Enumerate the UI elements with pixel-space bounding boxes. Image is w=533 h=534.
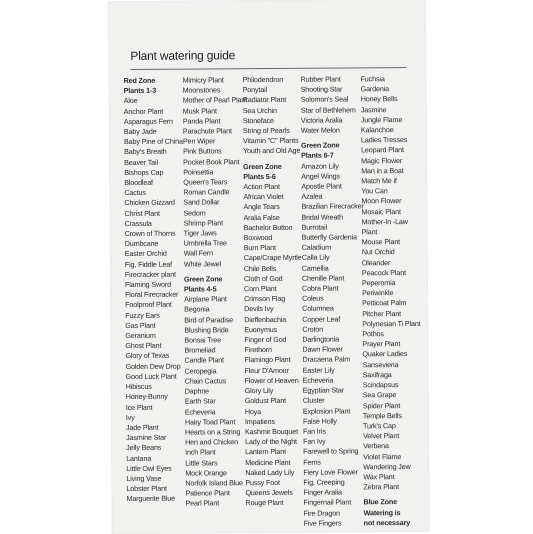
plant-name: Bishops Cap (124, 167, 164, 177)
plant-name: Rubber Plant (300, 74, 341, 84)
plant-name: Mosaic Plant (361, 206, 401, 216)
plant-name: Echeveria (302, 375, 334, 385)
plant-name: Water Melon (300, 125, 340, 135)
plant-name: Azalea (301, 191, 323, 201)
plant-name: Ice Plant (125, 402, 153, 412)
plant-name: Poinsettia (183, 167, 214, 177)
plant-name: Queens Jewels (245, 487, 293, 498)
plant-name: Boxwood (243, 233, 273, 243)
plant-name: Philodendron (242, 74, 284, 85)
plant-name: Oleander (361, 257, 391, 268)
plant-name: Blushing Bride (184, 325, 229, 335)
plant-name: Fuzzy Ears (125, 310, 160, 320)
plant-name: Moon Flower (361, 196, 402, 206)
plant-name: Bridal Wreath (301, 212, 344, 222)
plant-name: Spider Plant (362, 400, 401, 410)
plant-name: Egyptian Star Cluster (302, 385, 344, 406)
plant-name: Cape/Crape Myrtle (243, 253, 302, 263)
plant-name: Mock Orange (185, 468, 227, 478)
plant-name: Firethorn (244, 345, 272, 355)
plant-name: Fire Dragon (303, 508, 340, 518)
plant-name: Butterfly Gardenia (301, 232, 357, 242)
plant-name: Umbrella Tree (183, 238, 227, 248)
plant-name: Pearl Plant (185, 498, 220, 508)
plant-name: Bromeliad (184, 345, 216, 355)
plant-name: Fiery Love Flower (303, 467, 358, 477)
plant-name: Medicine Plant (245, 457, 291, 467)
plant-name: Bachelor Button (243, 222, 293, 233)
plant-name: Fleur D'Amour (244, 365, 289, 375)
plant-name: Lantern Plant (245, 447, 286, 457)
page-title: Plant watering guide (130, 48, 236, 63)
plant-name: Polynesian Ti Plant (362, 318, 421, 329)
plant-name: Devils Ivy (244, 304, 274, 314)
plant-name: Naked Lady Lily (245, 467, 295, 477)
plant-name: Pothos (362, 329, 384, 339)
plant-name: Honey-Bunny (125, 392, 168, 402)
plant-name: Ponytail (242, 85, 268, 95)
plant-name: Crimson Flag (244, 294, 286, 304)
plant-name: Darlingtonia (302, 334, 339, 344)
plant-name: Hearts on a String (184, 427, 241, 437)
plant-name: Ceropegia (184, 366, 217, 376)
plant-name: Brazilian Firecracker (301, 201, 364, 212)
plant-name: Fan Iris (302, 426, 326, 436)
plant-name: Verbena (363, 441, 389, 451)
plant-name: Temple Bells (362, 410, 402, 421)
plant-column-5 (360, 74, 421, 528)
plant-name: Pink Buttons (183, 146, 222, 157)
plant-name: Jelly Beans (126, 443, 162, 453)
plant-name: Jungle Flame (360, 114, 403, 125)
plant-name: Calla Lily (301, 253, 330, 263)
plant-name: Solomon's Seal (300, 94, 349, 105)
plant-name: Angel Wings (301, 171, 340, 181)
plant-name: Burrotail (301, 222, 328, 232)
plant-name: Christ Plant (124, 208, 160, 218)
plant-name: Crassula (124, 218, 152, 228)
plant-name: Mimicry Plant (182, 75, 224, 85)
plant-name: Star of Bethlehem (300, 104, 356, 115)
plant-name: Wandering Jew (363, 461, 411, 472)
plant-name: Anchor Plant (123, 106, 164, 116)
plant-name: Hen and Chicken (185, 437, 239, 447)
plant-name: Aloe (123, 96, 138, 106)
plant-name: Five Fingers (303, 518, 342, 528)
plant-name: White Jewel (183, 258, 221, 269)
zone-heading: Green Zone (300, 140, 340, 150)
zone-heading: Blue Zone Watering is not necessary (363, 497, 411, 528)
plant-name: Columnea (302, 304, 334, 314)
plant-name: Ferns (303, 457, 321, 467)
plant-name: Chicken Gizzard (124, 198, 175, 208)
zone-heading: Green Zone (183, 274, 223, 284)
plant-name: False Holly (302, 416, 337, 426)
plant-name: Sedom (183, 208, 206, 218)
plant-name: Cactus (124, 188, 146, 198)
plant-name: Kalanchoe (360, 125, 394, 135)
plant-name: Croton (302, 324, 324, 334)
plant-name: Action Plant (243, 181, 280, 192)
plant-name: Dumbcane (124, 239, 159, 249)
plant-name: Peacock Plant (361, 267, 406, 278)
plant-name: Prayer Plant (362, 339, 401, 349)
plant-name: Candle Plant (184, 355, 224, 366)
plant-name: Farewell to Spring (303, 446, 359, 457)
plant-name: Flower of Heaven (244, 375, 299, 386)
plant-name: Fan Ivy (303, 436, 326, 446)
plant-name: Match Me if You Can (361, 176, 397, 196)
plant-name: Dawn Flower (302, 344, 343, 355)
plant-name: Geranium (125, 330, 156, 341)
plant-name: Ghost Plant (125, 341, 162, 351)
plant-name: Caladium (301, 242, 331, 253)
plant-name: Living Vase (126, 473, 162, 483)
plant-name: Zebra Plant (363, 482, 399, 492)
plant-name: Fig, Creeping (303, 477, 345, 487)
plant-name: Rouge Plant (245, 498, 284, 508)
plant-name: Kashmir Bouquet (244, 426, 298, 437)
plant-name: Dracaena Palm (302, 354, 351, 365)
plant-name: Bonsai Tree (184, 335, 222, 345)
plant-name: Turk's Cap (362, 421, 396, 431)
plant-name: Corn Plant (243, 284, 277, 294)
plant-name: Gardenia (360, 84, 390, 94)
plant-name: Norfolk Island Blue (185, 478, 243, 488)
plant-name: Lantana (126, 453, 152, 463)
plant-name: Mother-In -Law Plant (361, 216, 408, 237)
plant-name: Cobra Plant (301, 283, 339, 293)
plant-name: Panda Plant (182, 116, 221, 126)
plant-name: String of Pearls (242, 125, 290, 136)
plant-name: Scindapsus (362, 380, 399, 390)
watering-guide-sheet (108, 0, 430, 534)
plant-name: Airplane Plant (184, 294, 227, 304)
plant-name: Wax Plant (363, 472, 395, 482)
plant-name: Crown of Thorns (124, 228, 176, 239)
plant-name: Parachute Plant (182, 126, 232, 136)
plant-name: Golden Dew Drop (125, 361, 181, 371)
plant-name: Pitcher Plant (362, 308, 402, 319)
plant-column-3 (243, 75, 306, 509)
plant-name: Sea Urchin (242, 105, 277, 115)
zone-heading: Plants 4-5 (183, 284, 217, 294)
plant-name: Queen's Tears (183, 177, 228, 187)
plant-name: Leopard Plant (361, 145, 404, 155)
plant-name: Begonia (184, 304, 210, 315)
plant-name: Angle Tears (243, 202, 280, 212)
plant-name: Glory Lily (244, 386, 274, 396)
plant-name: Nut Orchid (361, 247, 395, 257)
plant-name: Goldust Plant (244, 396, 287, 406)
plant-name: Violet Flame (363, 451, 402, 461)
plant-name: Mouse Plant (361, 237, 401, 247)
plant-name: Victoria Aralia (300, 115, 343, 125)
plant-name: Mother of Pearl Plant (182, 95, 248, 105)
plant-name: Fig, Fiddle Leaf (124, 259, 173, 269)
plant-name: Pocket Book Plant (183, 156, 240, 167)
plant-name: Patience Plant (185, 488, 230, 498)
plant-name: Finger of God (244, 334, 287, 345)
plant-name: Gas Plant (125, 320, 156, 330)
plant-column-4 (301, 74, 366, 528)
plant-name: Quaker Ladies (362, 349, 408, 359)
plant-name: Lobster Plant (126, 483, 167, 494)
plant-name: Chenille Plant (301, 273, 345, 283)
plant-name: Amazon Lily (301, 161, 339, 171)
plant-column-2 (183, 75, 248, 509)
plant-name: Jasmine Star (126, 432, 167, 443)
plant-name: Vitamin "C" Plants (242, 136, 299, 146)
plant-name: Burn Plant (243, 243, 276, 253)
plant-name: Youth and Old Age (243, 146, 301, 156)
plant-name: Flaming Sword (124, 279, 171, 290)
plant-name: Easter Lily (302, 365, 335, 375)
plant-name: Copper Leaf (302, 314, 341, 324)
plant-name: Ivy (125, 412, 135, 422)
plant-name: Magic Flower (361, 155, 403, 165)
plant-name: Shrimp Plant (183, 218, 223, 228)
plant-name: Earth Star (184, 396, 216, 406)
plant-name: Fuchsia (360, 74, 385, 84)
plant-name: Sea Grape (362, 390, 397, 400)
plant-name: Radiator Plant (242, 95, 287, 105)
plant-name: Hairy Toad Plant (184, 416, 236, 427)
plant-name: Petticoat Palm (362, 298, 407, 308)
plant-name: Little Owl Eyes (126, 463, 172, 473)
zone-heading: Plants 6-7 (301, 150, 334, 161)
plant-name: Apostle Plant (301, 181, 342, 191)
plant-name: Camellia (301, 263, 329, 273)
plant-name: Shooting Star (300, 84, 343, 94)
plant-name: Good Luck Plant (125, 371, 177, 381)
plant-name: Floral Firecracker (125, 289, 179, 300)
plant-name: Tiger Jaws (183, 228, 217, 238)
plant-name: Ladies Tresses (360, 135, 408, 145)
plant-name: Fingernail Plant (303, 497, 352, 508)
plant-name: Hoya (244, 406, 262, 416)
plant-name: Wall Fern (183, 248, 213, 259)
plant-name: Stonefacе (242, 115, 274, 125)
plant-name: Impatiens (244, 416, 275, 426)
plant-name: Inch Plant (185, 447, 216, 457)
plant-name: Easter Orchid (124, 249, 167, 259)
plant-name: Flamingo Plant (244, 355, 291, 365)
plant-name: Pen Wiper (182, 136, 216, 146)
zone-heading: Plants 1-3 (123, 85, 157, 96)
plant-name: Saxifraga (362, 370, 392, 380)
plant-name: Man in a Boat (361, 165, 404, 176)
plant-name: Hibiscus (125, 381, 152, 392)
zone-heading: Plants 5-6 (243, 171, 276, 181)
plant-name: Lady of the Night (245, 436, 297, 447)
title-divider (130, 67, 406, 70)
plant-name: Musk Plant (182, 105, 217, 116)
zone-heading: Red Zone (123, 75, 156, 86)
plant-name: Foolproof Plant (125, 300, 172, 310)
plant-name: Pussy Foot (245, 477, 280, 488)
plant-name: Coleus (302, 293, 324, 304)
plant-name: Aralia False (243, 212, 280, 222)
plant-name: Cloth of God (243, 273, 283, 284)
plant-name: Asparagus Fern (123, 116, 173, 126)
plant-name: Periwinkle (362, 288, 394, 298)
plant-name: Firecracker plant (124, 269, 176, 279)
plant-name: Baby Jade (123, 126, 157, 137)
plant-name: Sansevieria (362, 359, 399, 370)
plant-name: Peperomia (361, 278, 396, 288)
plant-name: Beaver Tail (124, 157, 158, 167)
plant-name: Marguerite Blue (126, 493, 176, 504)
plant-name: Moonstones (182, 85, 221, 95)
plant-name: Chile Bells (243, 263, 277, 273)
plant-name: Chain Cactus (184, 376, 227, 386)
plant-name: Explosion Plant (302, 405, 351, 416)
plant-name: Glory of Texas (125, 351, 170, 361)
plant-name: Dieffenbachia (244, 314, 287, 324)
zone-heading: Green Zone (243, 161, 282, 171)
plant-name: Daphne (184, 386, 210, 396)
plant-name: Honey Bells (360, 94, 398, 104)
plant-name: Bird of Paradise (184, 314, 234, 325)
plant-name: Sand Dollar (183, 197, 220, 208)
plant-name: Euonymus (244, 324, 278, 335)
plant-name: Little Stars (185, 457, 218, 468)
plant-name: Baby Pine of China (123, 136, 183, 147)
plant-name: Velvet Plant (363, 431, 400, 441)
plant-name: Bloodleaf (124, 177, 153, 188)
plant-name: Baby's Breath (124, 147, 167, 157)
plant-name: Finger Aralia (303, 487, 342, 497)
plant-name: Roman Candle (183, 187, 230, 197)
plant-name: Jasmine (360, 104, 387, 114)
plant-name: Jade Plant (125, 422, 159, 432)
plant-name: Echeveria (184, 406, 216, 417)
plant-column-1 (124, 76, 185, 505)
plant-name: African Violet (243, 192, 284, 202)
